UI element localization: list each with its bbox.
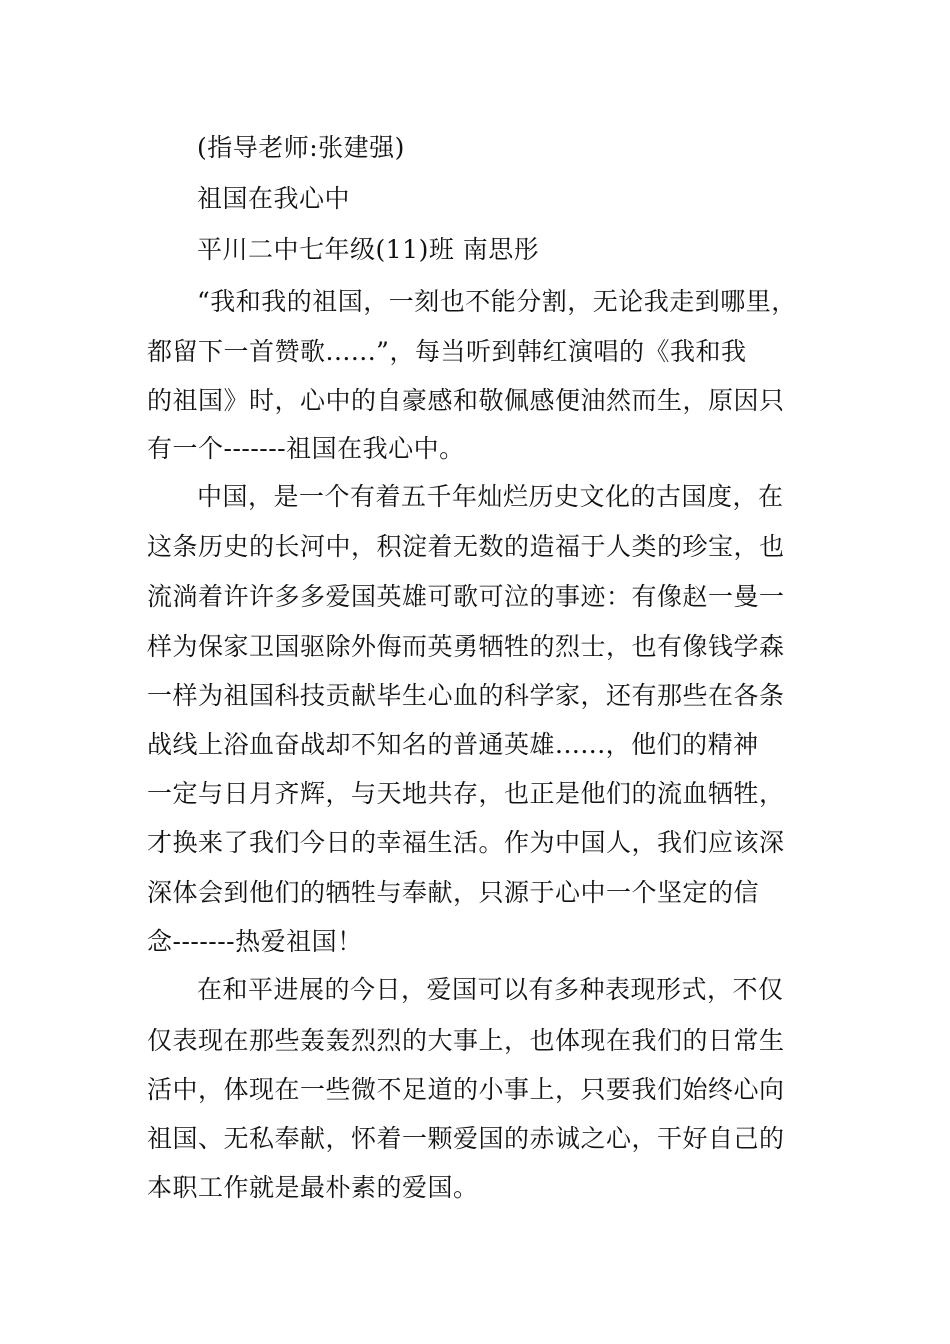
paragraph-2-line-8: 才换来了我们今日的幸福生活。作为中国人，我们应该深 — [147, 828, 785, 857]
paragraph-3-line-1: 在和平进展的今日，爱国可以有多种表现形式，不仅 — [197, 975, 784, 1004]
paragraph-2-line-10: 念-------热爱祖国！ — [147, 927, 363, 956]
paragraph-2-line-4: 样为保家卫国驱除外侮而英勇牺牲的烈士，也有像钱学森 — [147, 632, 785, 661]
paragraph-1-line-4: 有一个-------祖国在我心中。 — [147, 434, 465, 463]
advisor-line: (指导老师:张建强) — [197, 133, 405, 162]
paragraph-2-line-6: 战线上浴血奋战却不知名的普通英雄......，他们的精神 — [147, 730, 759, 759]
paragraph-3-line-3: 活中，体现在一些微不足道的小事上，只要我们始终心向 — [147, 1075, 785, 1104]
paragraph-2-line-1: 中国，是一个有着五千年灿烂历史文化的古国度，在 — [197, 482, 784, 511]
paragraph-2-line-3: 流淌着许许多多爱国英雄可歌可泣的事迹：有像赵一曼一 — [147, 582, 785, 611]
paragraph-3-line-2: 仅表现在那些轰轰烈烈的大事上，也体现在我们的日常生 — [147, 1026, 785, 1055]
paragraph-1-line-2: 都留下一首赞歌......”，每当听到韩红演唱的《我和我 — [147, 337, 747, 366]
paragraph-2-line-9: 深体会到他们的牺牲与奉献，只源于心中一个坚定的信 — [147, 878, 760, 907]
document-title: 祖国在我心中 — [197, 184, 351, 213]
paragraph-1-line-3: 的祖国》时，心中的自豪感和敬佩感便油然而生，原因只 — [147, 386, 785, 415]
author-line: 平川二中七年级(11)班 南思彤 — [197, 235, 540, 264]
paragraph-2-line-7: 一定与日月齐辉，与天地共存，也正是他们的流血牺牲， — [147, 779, 785, 808]
paragraph-2-line-2: 这条历史的长河中，积淀着无数的造福于人类的珍宝，也 — [147, 532, 785, 561]
paragraph-1-line-1: “我和我的祖国，一刻也不能分割，无论我走到哪里， — [197, 287, 797, 316]
paragraph-3-line-4: 祖国、无私奉献，怀着一颗爱国的赤诚之心，干好自己的 — [147, 1124, 785, 1153]
paragraph-3-line-5: 本职工作就是最朴素的爱国。 — [147, 1173, 479, 1202]
paragraph-2-line-5: 一样为祖国科技贡献毕生心血的科学家，还有那些在各条 — [147, 681, 785, 710]
